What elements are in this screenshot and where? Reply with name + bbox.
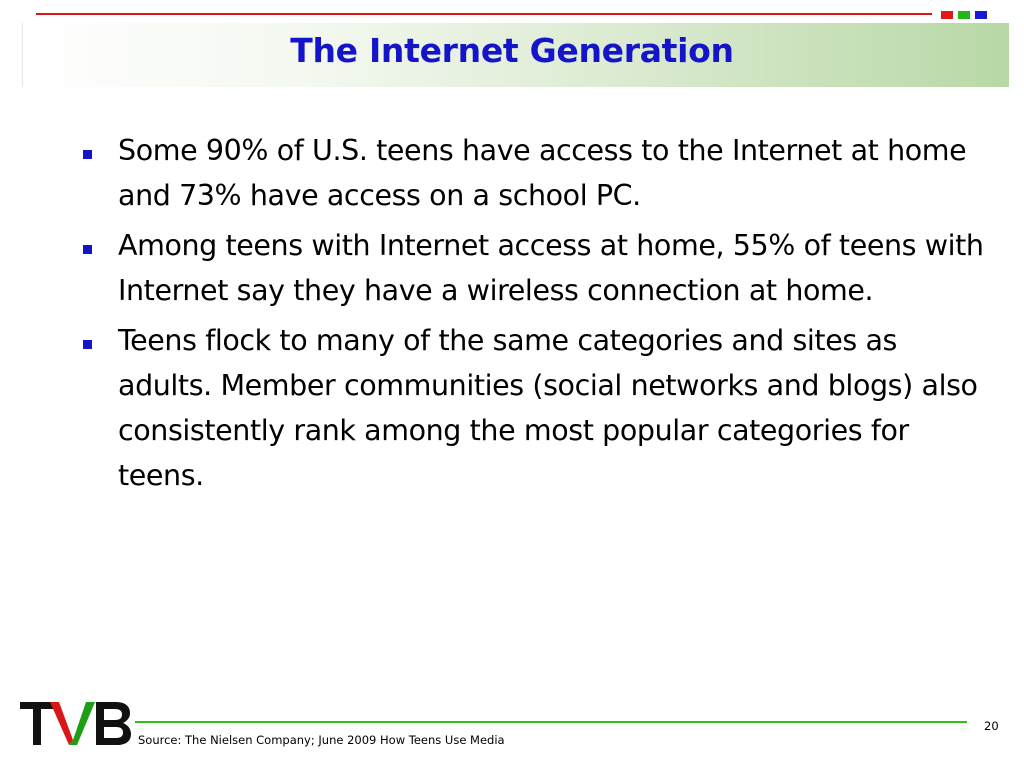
slide-title: The Internet Generation	[290, 31, 734, 70]
bullet-square-icon	[83, 150, 92, 159]
tvb-logo	[20, 699, 132, 749]
red-square-icon	[941, 11, 953, 19]
bottom-divider-line	[135, 721, 967, 723]
top-divider-line	[36, 13, 932, 15]
bullet-text: Among teens with Internet access at home, 55% of teens with Internet say they have a wireless connection at home.	[118, 229, 984, 307]
bullet-square-icon	[83, 245, 92, 254]
bullet-square-icon	[83, 340, 92, 349]
green-square-icon	[958, 11, 970, 19]
bullet-list	[78, 128, 998, 503]
page-number: 20	[984, 719, 999, 733]
bullet-text: Some 90% of U.S. teens have access to the Internet at home and 73% have access on a school PC.	[118, 134, 967, 212]
list-item	[78, 318, 998, 498]
color-squares-decoration	[941, 11, 987, 19]
list-item	[78, 223, 998, 313]
blue-square-icon	[975, 11, 987, 19]
bullet-text: Teens flock to many of the same categories and sites as adults. Member communities (social networks and blogs) also consistently rank among the most popular categories for teens.	[118, 324, 978, 492]
list-item	[78, 128, 998, 218]
source-citation: Source: The Nielsen Company; June 2009 How Teens Use Media	[138, 733, 505, 747]
